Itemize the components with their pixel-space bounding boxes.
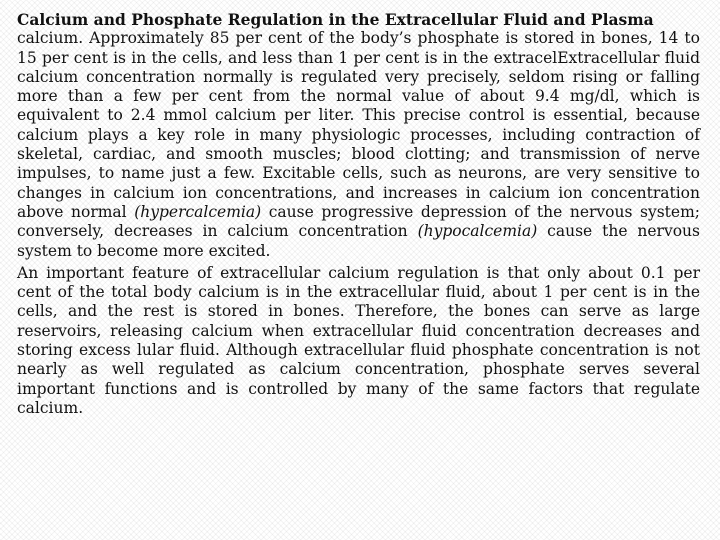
slide-title: Calcium and Phosphate Regulation in the Extracellular Fluid and Plasma xyxy=(17,10,654,29)
paragraph-1-text-b: cause progressive depression of the nervous system; conversely, decreases in calcium concentration xyxy=(17,202,700,241)
term-hypercalcemia: (hypercalcemia) xyxy=(134,202,262,221)
slide-content xyxy=(17,10,700,418)
paragraph-1-text-a: calcium. Approximately 85 per cent of the body’s phosphate is stored in bones, 14 to 15 per cent is in the cells, and less than 1 per cent is in the extracelExtracellular fluid calcium concentration normally is regulated very precisely, seldom rising or falling more than a few per cent from the normal value of about 9.4 mg/dl, which is equivalent to 2.4 mmol calcium per liter. This precise control is essential, because calcium plays a key role in many physiologic processes, including contraction of skeletal, cardiac, and smooth muscles; blood clotting; and transmission of nerve impulses, to name just a few. Excitable cells, such as neurons, are very sensitive to changes in calcium ion concentrations, and increases in calcium ion concentration above normal xyxy=(17,29,700,221)
paragraph-calcium-storage: An important feature of extracellular calcium regulation is that only about 0.1 per cent of the total body calcium is in the extracellular fluid, about 1 per cent is in the cells, and the rest is stored in bones. Therefore, the bones can serve as large reservoirs, releasing calcium when extracellular fluid concentration decreases and storing excess lular fluid. Although extracellular fluid phosphate concentration is not nearly as well regulated as calcium concentration, phosphate serves several important functions and is controlled by many of the same factors that regulate calcium. xyxy=(17,263,700,417)
paragraph-calcium-regulation xyxy=(17,29,700,261)
paragraph-1-text-c: cause the nervous system to become more excited. xyxy=(17,222,700,260)
term-hypocalcemia: (hypocalcemia) xyxy=(417,222,538,241)
